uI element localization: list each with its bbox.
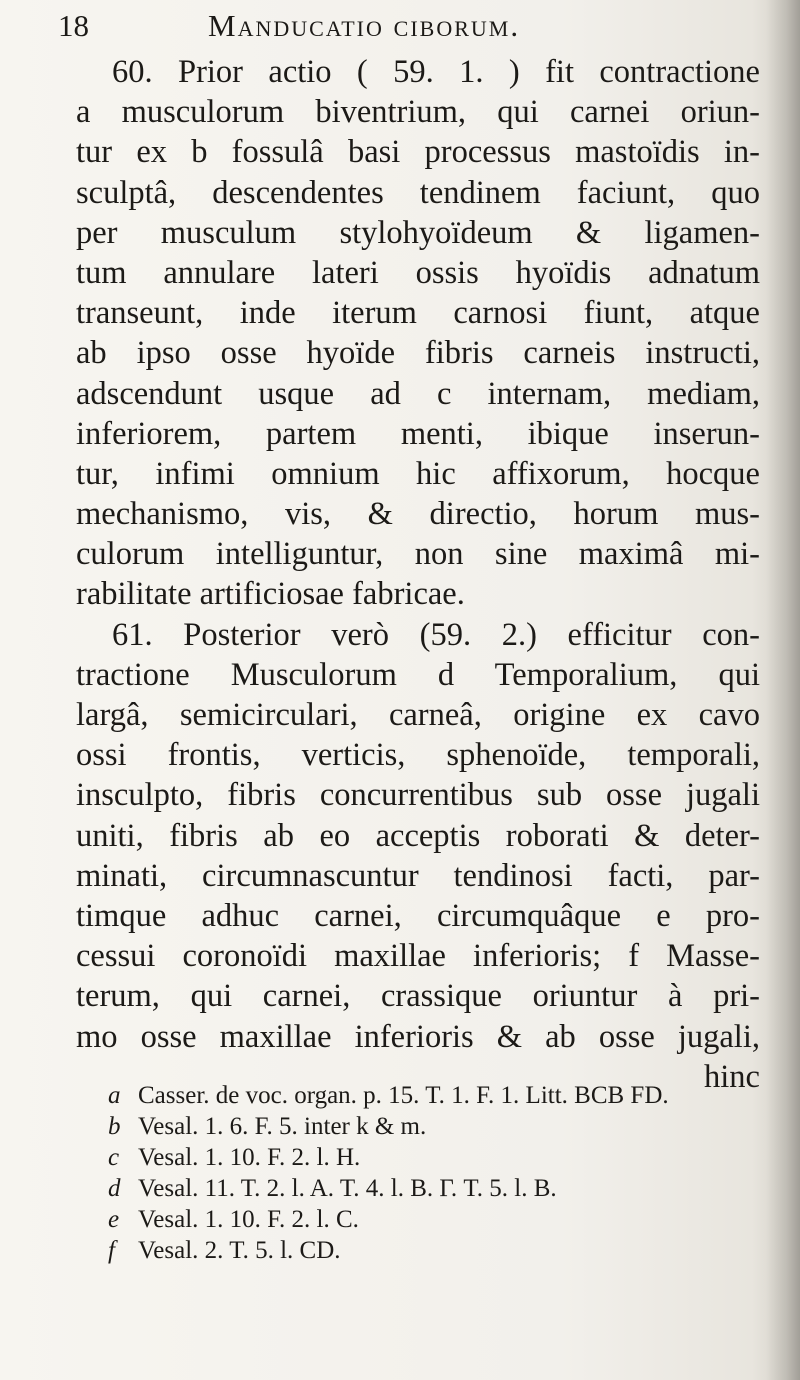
footnote-mark: e (108, 1206, 120, 1233)
footnote-text: Vesal. 1. 10. F. 2. l. H. (138, 1144, 361, 1171)
footnote-text: Vesal. 2. T. 5. l. CD. (138, 1237, 341, 1264)
footnote (108, 1142, 768, 1173)
footnote (108, 1235, 768, 1266)
text-line: terum, qui carnei, crassique oriuntur à pri- (76, 978, 760, 1015)
running-title: Manducatio ciborum. (208, 8, 521, 43)
text-line: sculptâ, descendentes tendinem faciunt, quo (76, 174, 760, 211)
text-line: a musculorum biventrium, qui carnei oriun- (76, 94, 760, 131)
text-line: tur, infimi omnium hic affixorum, hocque (76, 455, 760, 492)
text-line: mechanismo, vis, & directio, horum mus- (76, 496, 760, 533)
footnote (108, 1111, 768, 1142)
text-line: largâ, semicirculari, carneâ, origine ex cavo (76, 697, 760, 733)
text-line: ossi frontis, verticis, sphenoïde, temporali, (76, 737, 760, 774)
text-line: insculpto, fibris concurrentibus sub osse jugali (76, 777, 760, 814)
text-line: inferiorem, partem menti, ibique inserun- (76, 415, 760, 452)
text-line: hinc (704, 1058, 760, 1095)
text-line: culorum intelliguntur, non sine maximâ mi- (76, 536, 760, 573)
text-line: tum annulare lateri ossis hyoïdis adnatum (76, 254, 760, 291)
page-header (58, 4, 758, 48)
footnote-mark: d (108, 1175, 121, 1202)
text-line: cessui coronoïdi maxillae inferioris; f Masse- (76, 938, 760, 975)
page-number: 18 (58, 8, 89, 43)
text-line: 60. Prior actio ( 59. 1. ) fit contractione (112, 54, 760, 90)
footnote-text: Vesal. 11. T. 2. l. A. T. 4. l. B. Γ. T. 5. l. B. (138, 1175, 557, 1202)
footnote-text: Vesal. 1. 10. F. 2. l. C. (138, 1206, 359, 1233)
text-line: 61. Posterior verò (59. 2.) efficitur con- (112, 616, 760, 653)
footnote-mark: a (108, 1082, 121, 1109)
body-text (76, 52, 760, 1097)
footnote-mark: b (108, 1113, 121, 1140)
text-line: ab ipso osse hyoïde fibris carneis instructi, (76, 335, 760, 372)
footnote (108, 1080, 768, 1111)
footnote (108, 1173, 768, 1204)
footnote-mark: f (108, 1237, 115, 1264)
text-line: tractione Musculorum d Temporalium, qui (76, 656, 760, 693)
text-line: tur ex b fossulâ basi processus mastoïdis in- (76, 134, 760, 171)
spine-shadow (766, 0, 800, 1380)
footnote-text: Vesal. 1. 6. F. 5. inter k & m. (138, 1113, 427, 1140)
text-line: adscendunt usque ad c internam, mediam, (76, 375, 760, 412)
footnote (108, 1204, 768, 1235)
text-line: uniti, fibris ab eo acceptis roborati & deter- (76, 817, 760, 854)
text-line: mo osse maxillae inferioris & ab osse jugali, (76, 1018, 760, 1055)
footnote-mark: c (108, 1144, 120, 1171)
footnote-text: Casser. de voc. organ. p. 15. T. 1. F. 1. Litt. BCB FD. (138, 1082, 669, 1109)
text-line: timque adhuc carnei, circumquâque e pro- (76, 897, 760, 934)
text-line: minati, circumnascuntur tendinosi facti, par- (76, 857, 760, 894)
footnotes (108, 1080, 768, 1266)
text-line: rabilitate artificiosae fabricae. (76, 576, 465, 613)
text-line: per musculum stylohyoïdeum & ligamen- (76, 214, 760, 251)
text-line: transeunt, inde iterum carnosi fiunt, atque (76, 295, 760, 332)
